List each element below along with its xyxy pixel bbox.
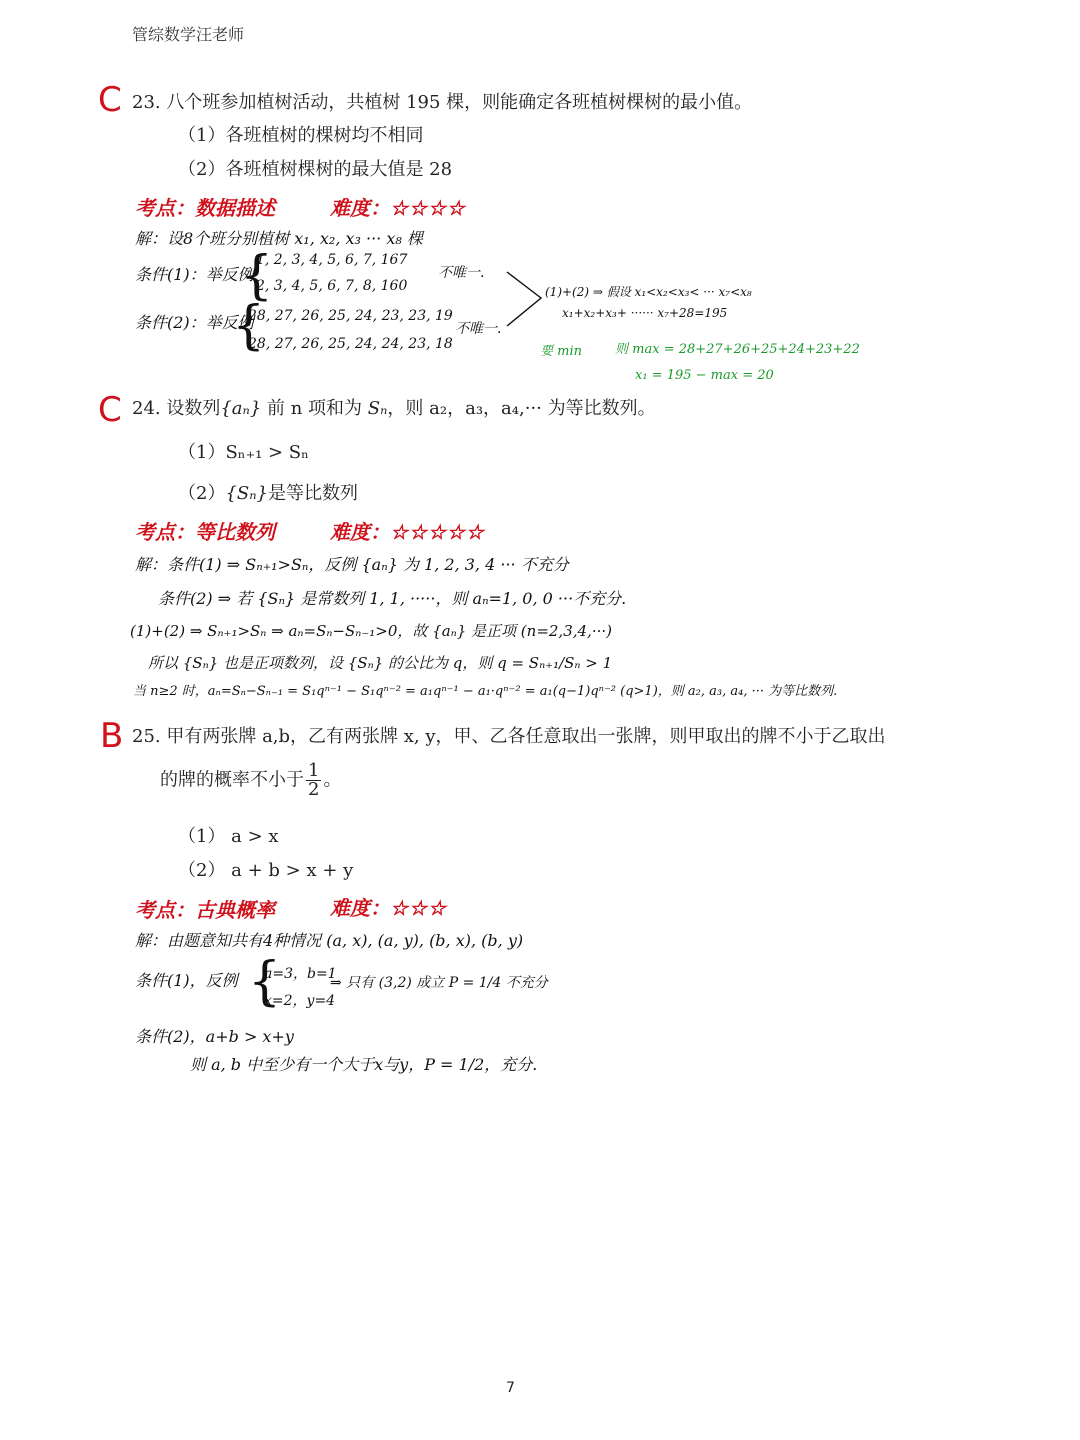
q25-condition-1: （1） a > x: [178, 826, 279, 847]
q24-cond2-sequence: {Sₙ}: [225, 483, 268, 504]
q24-solution-line4: 所以 {Sₙ} 也是正项数列，设 {Sₙ} 的公比为 q，则 q = Sₙ₊₁/Sₙ > 1: [148, 654, 613, 672]
q24-stem-sequence: {aₙ}: [220, 398, 262, 419]
q24-solution-line5: 当 n≥2 时，aₙ=Sₙ−Sₙ₋₁ = S₁qⁿ⁻¹ − S₁qⁿ⁻² = a₁qⁿ⁻¹ − a₁·qⁿ⁻² = a₁(q−1)qⁿ⁻² (q>1)，则 a₂, a₃, a₄, ··· 为等比数列.: [133, 684, 838, 699]
q25-fraction-numerator: 1: [308, 760, 320, 781]
q23-cond2-label: 条件(2)：举反例: [135, 313, 254, 332]
q25-nandu-label: 难度：: [330, 896, 390, 920]
q25-difficulty-stars: ☆☆☆: [390, 896, 447, 920]
q24-cond2-post: 是等比数列: [267, 483, 358, 504]
q23-combo-line1: (1)+(2) ⇒ 假设 x₁<x₂<x₃< ··· x₇<x₈: [545, 285, 752, 299]
q25-stem-line2: [160, 762, 341, 799]
page-number: 7: [506, 1380, 515, 1396]
q25-stem-line1: 25. 甲有两张牌 a,b，乙有两张牌 x, y，甲、乙各任意取出一张牌，则甲取出的牌不小于乙取出: [132, 726, 886, 747]
q25-fraction: [306, 762, 321, 799]
q25-fraction-denominator: 2: [308, 779, 320, 800]
q25-stem-line2-post: 。: [323, 769, 342, 791]
q23-combine-arrow: [505, 268, 555, 338]
q24-solution-line3: (1)+(2) ⇒ Sₙ₊₁>Sₙ ⇒ aₙ=Sₙ−Sₙ₋₁>0，故 {aₙ} 是正项 (n=2,3,4,···): [130, 622, 612, 640]
q23-combo-line2: x₁+x₂+x₃+ ······ x₇+28=195: [562, 306, 728, 320]
q23-combo-max: 则 max = 28+27+26+25+24+23+22: [615, 342, 860, 357]
q23-condition-1: （1）各班植树的棵树均不相同: [178, 125, 424, 146]
q23-nandu-label: 难度：: [330, 196, 390, 220]
q25-cond1-row1: a=3，b=1: [264, 966, 337, 982]
q25-cond1-brace: {: [248, 952, 282, 1012]
q23-difficulty-stars: ☆☆☆☆: [390, 196, 466, 220]
q23-nandu: [330, 192, 466, 221]
q24-condition-2: [178, 479, 358, 505]
q24-cond2-pre: （2）: [178, 483, 226, 504]
q25-cond2-line1: 条件(2)，a+b > x+y: [135, 1027, 294, 1046]
q24-stem-sum: Sₙ: [367, 398, 388, 419]
q23-cond1-row1: 1, 2, 3, 4, 5, 6, 7, 167: [256, 252, 408, 268]
q25-cond1-label: 条件(1)，反例: [135, 971, 238, 990]
q23-answer-mark: C: [98, 80, 122, 120]
q23-cond2-note: 不唯一.: [455, 321, 502, 337]
q25-solution-line1: 解：由题意知共有4种情况 (a, x), (a, y), (b, x), (b, y): [135, 931, 524, 950]
q25-nandu: [330, 892, 447, 921]
q23-cond2-row2: 28, 27, 26, 25, 24, 24, 23, 18: [248, 336, 453, 352]
q24-difficulty-stars: ☆☆☆☆☆: [390, 520, 485, 544]
q24-stem: [132, 394, 656, 420]
page-header: 管综数学汪老师: [132, 25, 245, 44]
q23-solution-intro: 解：设8个班分别植树 x₁, x₂, x₃ ··· x₈ 棵: [135, 229, 423, 248]
q24-solution-line2: 条件(2) ⇒ 若 {Sₙ} 是常数列 1, 1, ·····，则 aₙ=1, 0, 0 ···不充分.: [158, 589, 627, 608]
q23-cond1-brace: {: [240, 246, 274, 306]
q24-stem-post: ，则 a₂，a₃，a₄,··· 为等比数列。: [387, 398, 656, 419]
q24-answer-mark: C: [98, 390, 122, 430]
q24-condition-1: （1）Sₙ₊₁ > Sₙ: [178, 442, 309, 463]
q24-kaodian: 考点：等比数列: [135, 520, 275, 544]
q23-stem: 23. 八个班参加植树活动，共植树 195 棵，则能确定各班植树棵树的最小值。: [132, 92, 753, 113]
q23-cond1-row2: 2, 3, 4, 5, 6, 7, 8, 160: [256, 278, 408, 294]
q24-solution-line1: 解：条件(1) ⇒ Sₙ₊₁>Sₙ，反例 {aₙ} 为 1, 2, 3, 4 ··· 不充分: [135, 555, 569, 574]
q23-cond2-row1: 28, 27, 26, 25, 24, 23, 23, 19: [248, 308, 453, 324]
q25-cond2-line2: 则 a, b 中至少有一个大于x与y，P = 1/2，充分.: [190, 1055, 538, 1074]
q25-cond1-row2: x=2，y=4: [264, 993, 336, 1009]
q25-cond1-result: ⇒ 只有 (3,2) 成立 P = 1/4 不充分: [330, 975, 548, 991]
q25-stem-line2-pre: 的牌的概率不小于: [160, 769, 304, 791]
q23-combo-result: x₁ = 195 − max = 20: [635, 368, 774, 383]
q23-cond1-note: 不唯一.: [438, 265, 485, 281]
q23-cond2-brace: {: [232, 296, 266, 356]
q23-condition-2: （2）各班植树棵树的最大值是 28: [178, 159, 453, 180]
q23-cond1-label: 条件(1)：举反例: [135, 265, 254, 284]
q24-nandu: [330, 516, 485, 545]
q23-kaodian: 考点：数据描述: [135, 196, 275, 220]
q24-stem-mid: 前 n 项和为: [261, 398, 368, 419]
q25-kaodian: 考点：古典概率: [135, 898, 275, 922]
q25-answer-mark: B: [100, 716, 124, 756]
q25-condition-2: （2） a + b > x + y: [178, 860, 354, 881]
q24-stem-pre: 24. 设数列: [132, 398, 221, 419]
q24-nandu-label: 难度：: [330, 520, 390, 544]
q23-combo-min: 要 min: [540, 344, 582, 359]
